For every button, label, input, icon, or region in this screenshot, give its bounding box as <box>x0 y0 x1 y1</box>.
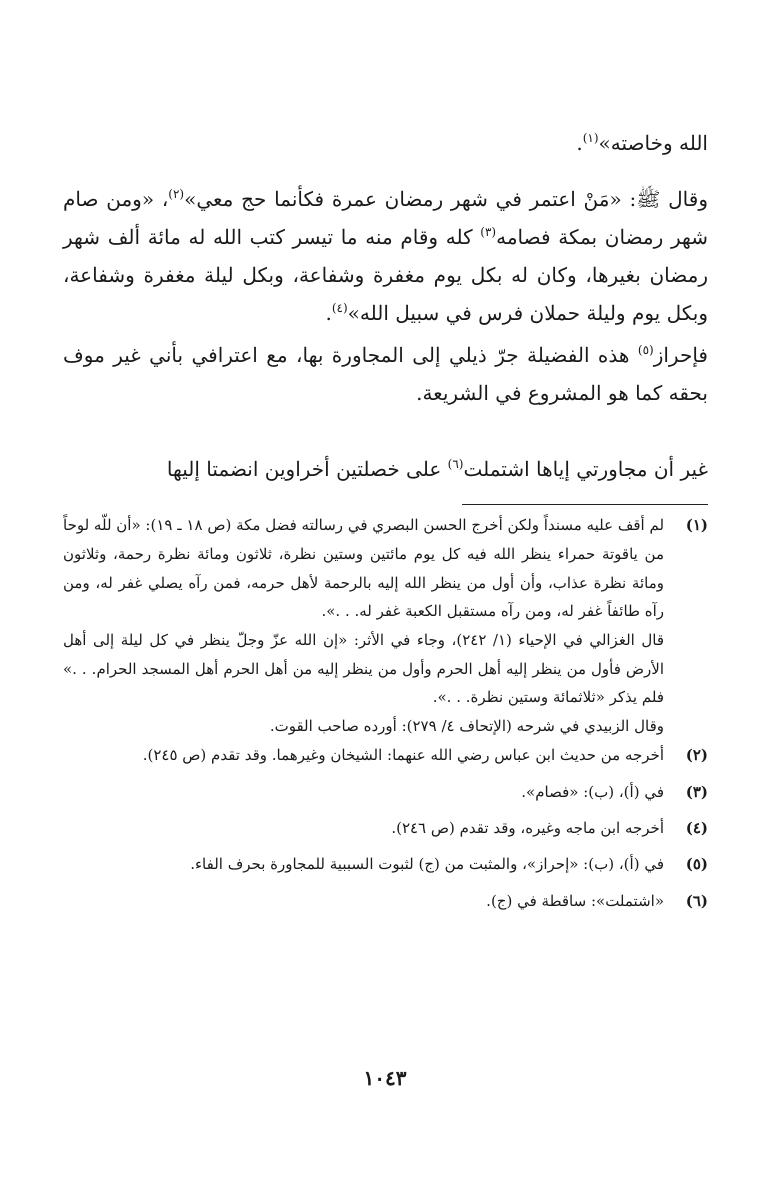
footnote-paragraph: لم أقف عليه مسنداً ولكن أخرج الحسن البصري في رسالته فضل مكة (ص ١٨ ـ ١٩): «أن للّه لوحاً من ياقوتة حمراء ينظر الله فيه كل يوم مائتين وستين نظرة، ثلاثون ومائة نظرة رحمة، وثلاثون ومائة نظرة عذاب، وأن أول من ينظر الله إليه بالرحمة لأهل حرمه، فمن رآه يصلي غفر له، ومن رآه طائفاً غفر له، ومن رآه مستقبل الكعبة غفر له. . .». <box>63 516 665 621</box>
footnote-number: (٣) <box>685 782 708 801</box>
footnote-ref[interactable]: (٤) <box>331 301 348 315</box>
footnote-ref[interactable]: (٢) <box>168 187 185 201</box>
footnote-number: (١) <box>685 516 708 534</box>
paragraph-text: كله وقام منه ما تيسر كتب الله له مائة ألف شهر رمضان بغيرها، وكان له بكل يوم مغفرة وشفاعة، وبكل ليلة مغفرة وشفاعة، وبكل يوم وليلة حملان فرس في سبيل الله» <box>63 225 708 325</box>
footnote-number: (٤) <box>685 818 708 837</box>
footnote-separator <box>462 504 708 505</box>
footnote-1 <box>63 511 708 740</box>
footnote-paragraph: قال الغزالي في الإحياء (١/ ٢٤٢)، وجاء في الأثر: «إن الله عزّ وجلّ ينظر في كل ليلة إلى أهل الأرض فأول من ينظر إليه أهل الحرم وأول من ينظر إليه من أهل الحرم أهل المسجد الحرام. . .» فلم يذكر «ثلاثمائة وستين نظرة. . .». <box>63 631 664 707</box>
footnote-text <box>63 511 664 740</box>
paragraph-text: هذه الفضيلة جرّ ذيلي إلى المجاورة بها، مع اعترافي بأني غير موف بحقه كما هو المشروع في الشريعة. <box>63 343 708 405</box>
footnote-ref[interactable]: (٣) <box>480 225 497 239</box>
footnote-3 <box>63 778 708 806</box>
paragraph-text: . <box>576 131 583 155</box>
footnote-4 <box>63 814 708 842</box>
paragraph-text: وقال ﷺ: «مَنْ اعتمر في شهر رمضان عمرة فكأنما حج معي» <box>184 187 708 211</box>
footnote-text: في (أ)، (ب): «فصام». <box>521 782 664 801</box>
footnote-text: في (أ)، (ب): «إحراز»، والمثبت من (ج) لثبوت السببية للمجاورة بحرف الفاء. <box>190 854 664 873</box>
paragraph-text: فإحراز <box>653 343 708 367</box>
footnote-5 <box>63 850 708 879</box>
footnote-text: أخرجه من حديث ابن عباس رضي الله عنهما: الشيخان وغيرهما. وقد تقدم (ص ٢٤٥). <box>142 746 664 765</box>
body-paragraph-hadith <box>63 180 708 332</box>
paragraph-text: غير أن مجاورتي إياها اشتملت <box>463 457 708 481</box>
body-paragraph-residence <box>63 450 708 488</box>
footnote-6 <box>63 887 708 915</box>
footnote-ref[interactable]: (١) <box>582 131 599 145</box>
footnotes <box>63 511 708 915</box>
footnote-text: «اشتملت»: ساقطة في (ج). <box>486 891 664 910</box>
paragraph-text: الله وخاصته» <box>598 131 708 155</box>
footnote-ref[interactable]: (٥) <box>637 343 654 357</box>
footnote-number: (٦) <box>685 891 708 910</box>
page-number: ١٠٤٣ <box>363 1066 407 1090</box>
body-paragraph-continuation <box>63 124 708 162</box>
body-paragraph-virtue <box>63 336 708 412</box>
footnote-number: (٥) <box>685 854 708 873</box>
paragraph-text: . <box>325 301 332 325</box>
footnote-paragraph: وقال الزبيدي في شرحه (الإتحاف ٤/ ٢٧٩): أورده صاحب القوت. <box>269 716 664 735</box>
footnote-ref[interactable]: (٦) <box>447 457 464 471</box>
footnote-text: أخرجه ابن ماجه وغيره، وقد تقدم (ص ٢٤٦). <box>391 818 664 837</box>
footnote-2 <box>63 741 708 770</box>
footnote-number: (٢) <box>685 746 708 765</box>
paragraph-text: على خصلتين أخراوين انضمتا إليها <box>166 457 448 481</box>
paragraph-text: ، «ومن صام شهر رمضان بمكة فصامه <box>63 187 708 249</box>
